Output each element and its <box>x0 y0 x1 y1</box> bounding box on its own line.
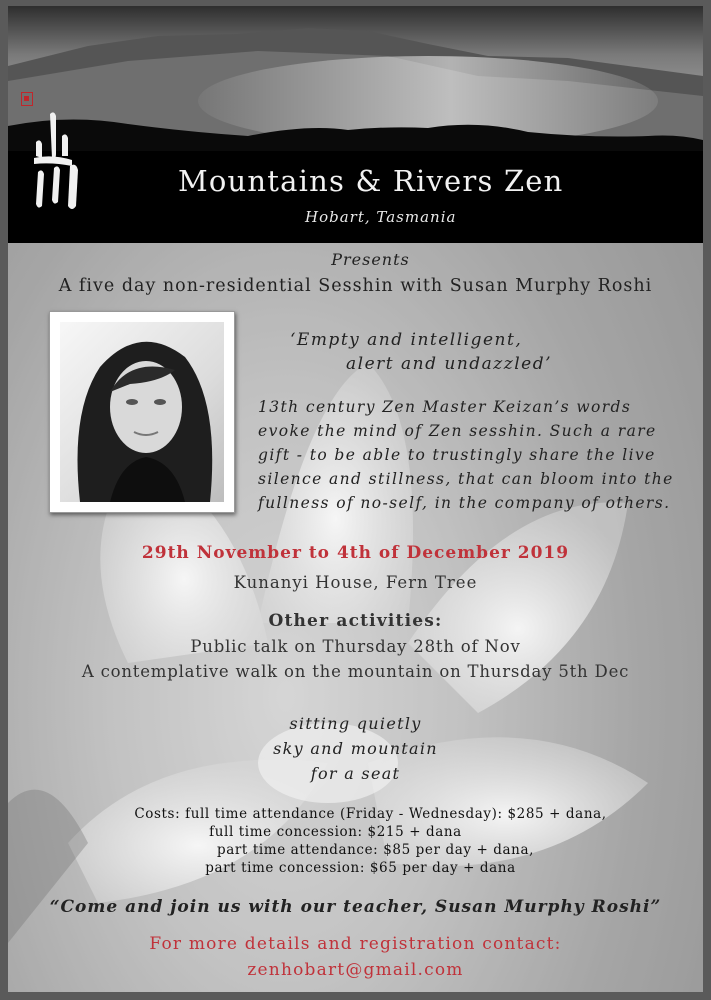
presents-label: Presents <box>331 250 410 269</box>
description-line: evoke the mind of Zen sesshin. Such a rare <box>258 422 657 440</box>
cost-line: part time attendance: $85 per day + dana, <box>216 842 534 858</box>
haiku-line: sitting quietly <box>289 714 422 733</box>
quote-line-1: ‘Empty and intelligent, <box>290 330 523 350</box>
teacher-photo-frame <box>49 311 235 513</box>
description-line: gift - to be able to trustingly share the live <box>258 446 656 464</box>
contact-heading: For more details and registration contact: <box>149 934 562 954</box>
cost-line: Costs: full time attendance (Friday - Wednesday): $285 + dana, <box>134 806 607 822</box>
poster-frame <box>8 6 703 992</box>
haiku-line: sky and mountain <box>273 739 438 758</box>
haiku-poem <box>8 711 703 786</box>
cost-line: full time concession: $215 + dana <box>209 824 462 840</box>
activity-item: Public talk on Thursday 28th of Nov <box>190 637 521 656</box>
mountain-river-calligraphy-logo <box>32 106 90 216</box>
event-headline: A five day non-residential Sesshin with Susan Murphy Roshi <box>58 276 653 296</box>
quote-line-2: alert and undazzled’ <box>346 354 552 374</box>
description-paragraph <box>258 395 698 515</box>
cost-line: part time concession: $65 per day + dana <box>205 860 516 876</box>
keizan-quote <box>290 328 552 376</box>
invitation-quote: “Come and join us with our teacher, Susan Murphy Roshi” <box>49 897 662 917</box>
header-banner <box>8 6 703 243</box>
location-subtitle: Hobart, Tasmania <box>305 208 457 226</box>
portrait-illustration <box>60 322 224 502</box>
description-line: silence and stillness, that can bloom into the <box>258 470 674 488</box>
haiku-line: for a seat <box>310 764 401 783</box>
other-activities-heading: Other activities: <box>268 611 443 631</box>
event-venue: Kunanyi House, Fern Tree <box>233 573 478 592</box>
organization-title: Mountains & Rivers Zen <box>178 164 564 198</box>
contact-email-link[interactable]: zenhobart@gmail.com <box>247 960 464 980</box>
red-seal-stamp <box>21 92 33 106</box>
description-line: 13th century Zen Master Keizan’s words <box>258 398 632 416</box>
event-dates: 29th November to 4th of December 2019 <box>141 543 570 563</box>
costs-section <box>8 805 703 877</box>
activity-item: A contemplative walk on the mountain on Thursday 5th Dec <box>81 662 630 681</box>
teacher-portrait <box>60 322 224 502</box>
description-line: fullness of no-self, in the company of others. <box>258 494 671 512</box>
